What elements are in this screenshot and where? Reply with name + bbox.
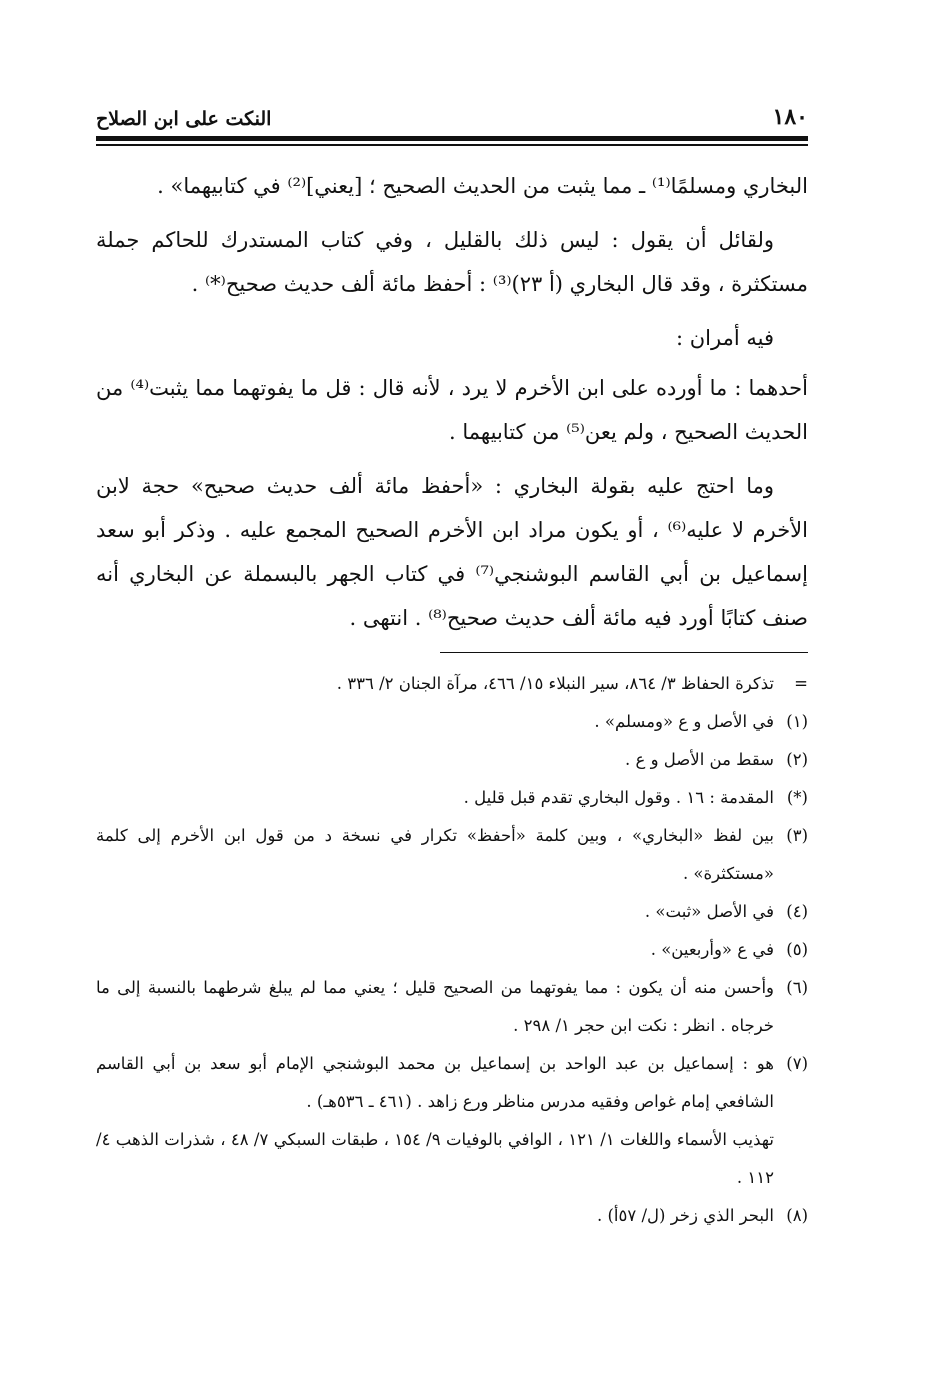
header-rule-thick <box>96 136 808 141</box>
footnote-marker: (٣) <box>786 826 808 845</box>
footnote-6 <box>96 969 808 1045</box>
footnote-continued <box>96 665 808 703</box>
paragraph-3: فيه أمران : <box>676 325 774 350</box>
footnote-marker: = <box>794 674 808 693</box>
footnote-marker: (١) <box>786 712 808 731</box>
main-text <box>96 164 808 640</box>
running-title: النكت على ابن الصلاح <box>96 108 272 130</box>
footnote-7 <box>96 1045 808 1121</box>
paragraph-2: ولقائل أن يقول : ليس ذلك بالقليل ، وفي كتاب المستدرك للحاكم جملة مستكثرة ، وقد قال البخاري (أ ٢٣)⁽³⁾ : أحفظ مائة ألف حديث صحيح⁽*⁾ . <box>96 227 808 296</box>
footnotes <box>96 665 808 1235</box>
footnote-separator <box>440 652 808 654</box>
document-page <box>96 96 808 1235</box>
footnote-4 <box>96 893 808 931</box>
footnote-2 <box>96 741 808 779</box>
footnote-3 <box>96 817 808 893</box>
footnote-marker: (٢) <box>786 750 808 769</box>
paragraph-1: البخاري ومسلمًا⁽¹⁾ ـ مما يثبت من الحديث الصحيح ؛ [يعني]⁽²⁾ في كتابيهما» . <box>157 173 808 198</box>
footnote-text: في الأصل و ع «ومسلم» . <box>594 712 774 731</box>
footnote-text: في الأصل «ثبت» . <box>644 902 774 921</box>
footnote-text: تذكرة الحفاظ ٣/ ٨٦٤، سير النبلاء ١٥/ ٤٦٦، مرآة الجنان ٢/ ٣٣٦ . <box>336 674 774 693</box>
footnote-marker: (٨) <box>786 1206 808 1225</box>
footnote-marker: (٧) <box>786 1054 808 1073</box>
paragraph-4: أحدهما : ما أورده على ابن الأخرم لا يرد ، لأنه قال : قل ما يفوتهما مما يثبت⁽⁴⁾ من الحديث الصحيح ، ولم يعن⁽⁵⁾ من كتابيهما . <box>96 375 808 444</box>
footnote-text: بين لفظ «البخاري» ، وبين كلمة «أحفظ» تكرار في نسخة د من قول ابن الأخرم إلى كلمة «مستكثرة» . <box>96 826 774 883</box>
footnote-7-citations: تهذيب الأسماء واللغات ١/ ١٢١ ، الوافي بالوفيات ٩/ ١٥٤ ، طبقات السبكي ٧/ ٤٨ ، شذرات الذهب ٤/ ١١٢ . <box>96 1130 775 1187</box>
footnote-text: المقدمة : ١٦ . وقول البخاري تقدم قبل قليل . <box>463 788 774 807</box>
paragraph-5: وما احتج عليه بقولة البخاري : «أحفظ مائة ألف حديث صحيح» حجة لابن الأخرم لا عليه⁽⁶⁾ ، أو يكون مراد ابن الأخرم الصحيح المجمع عليه . وذكر أبو سعد إسماعيل بن أبي القاسم البوشنجي⁽⁷⁾ في كتاب الجهر بالبسملة عن البخاري أنه صنف كتابًا أورد فيه مائة ألف حديث صحيح⁽⁸⁾ . انتهى . <box>96 473 808 630</box>
page-number: ١٨٠ <box>772 104 808 130</box>
footnote-marker: (٥) <box>786 940 808 959</box>
footnote-marker: (٤) <box>786 902 808 921</box>
footnote-text: وأحسن منه أن يكون : مما يفوتهما من الصحيح قليل ؛ يعني مما لم يبلغ شرطهما بالنسبة إلى ما خرجاه . انظر : نكت ابن حجر ١/ ٢٩٨ . <box>96 978 774 1035</box>
footnote-5 <box>96 931 808 969</box>
footnote-text: البحر الذي زخر (ل/ ٥٧أ) . <box>596 1206 774 1225</box>
footnote-8 <box>96 1197 808 1235</box>
page-header <box>96 96 808 130</box>
footnote-marker: (*) <box>786 788 808 807</box>
footnote-text: في ع «وأربعين» . <box>650 940 774 959</box>
footnote-marker: (٦) <box>786 978 808 997</box>
footnote-text: سقط من الأصل و ع . <box>624 750 774 769</box>
footnote-text: هو : إسماعيل بن عبد الواحد بن إسماعيل بن محمد البوشنجي الإمام أبو سعد بن أبي القاسم الشافعي إمام غواص وفقيه مدرس مناظر ورع زاهد . (٤٦١ ـ ٥٣٦هـ) . <box>96 1054 774 1111</box>
footnote-star <box>96 779 808 817</box>
header-rule-thin <box>96 144 808 146</box>
footnote-1 <box>96 703 808 741</box>
